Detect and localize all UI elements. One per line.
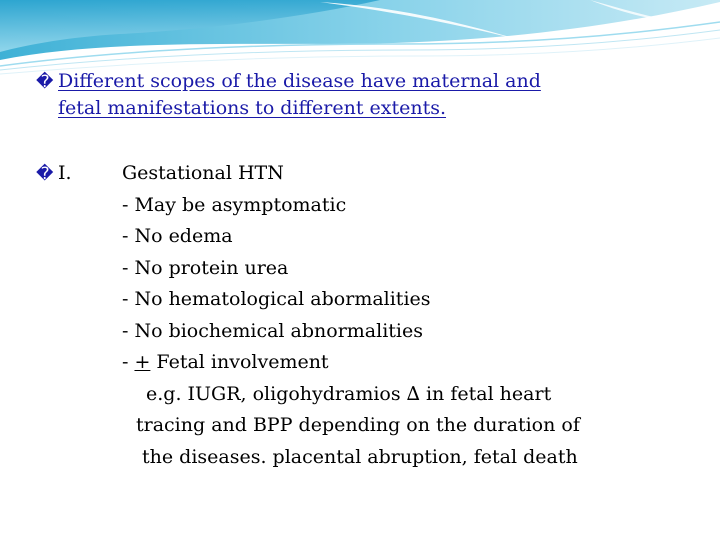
section-number (36, 158, 72, 191)
list-item: - No biochemical abnormalities (122, 319, 423, 342)
example-line: e.g. IUGR, oligohydramios ∆ in fetal heart (146, 382, 552, 405)
heading-line-2: fetal manifestations to different extents. (58, 97, 447, 119)
example-block (122, 379, 682, 474)
slide-heading (36, 68, 696, 121)
plus-minus-symbol: + (134, 351, 151, 373)
section-title: Gestational HTN (122, 162, 284, 184)
section-bullet-icon: � (36, 164, 54, 184)
heading-line-1: Different scopes of the disease have maternal and (58, 70, 541, 92)
fetal-prefix: - (122, 351, 135, 373)
section-body (122, 158, 682, 473)
example-line: tracing and BPP depending on the duration of (136, 414, 580, 436)
heading-bullet-icon: � (36, 72, 54, 92)
fetal-text: Fetal involvement (150, 351, 329, 373)
list-item: - No hematological abormalities (122, 288, 431, 310)
list-item-fetal-involvement (122, 347, 682, 379)
list-item: - No edema (122, 225, 233, 247)
list-item: - May be asymptomatic (122, 193, 347, 216)
list-item: - No protein urea (122, 256, 289, 279)
section-numeral: I. (58, 162, 72, 184)
example-line: the diseases. placental abruption, fetal death (142, 445, 578, 468)
